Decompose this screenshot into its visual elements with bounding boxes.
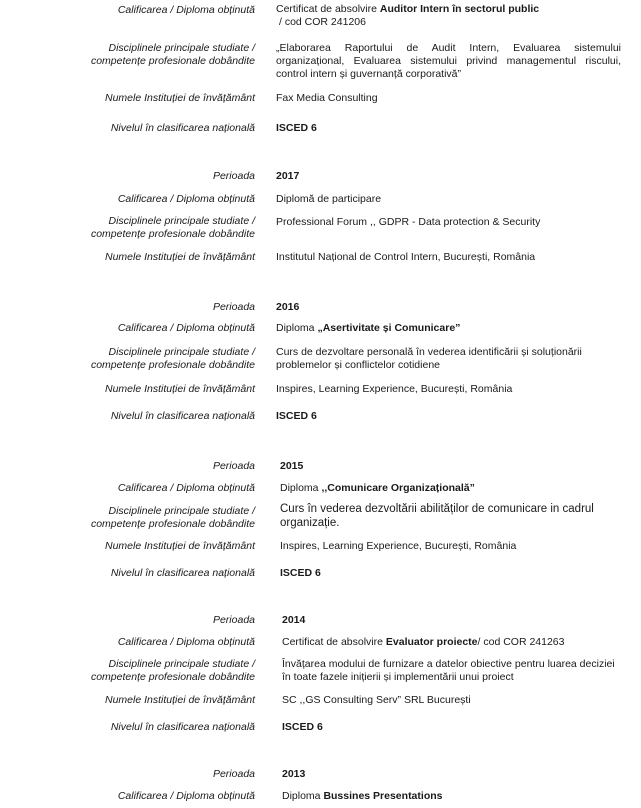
institutie-value: SC ,,GS Consulting Serv” SRL București (282, 694, 471, 706)
institutie-value: Inspires, Learning Experience, București, România (280, 540, 517, 552)
discipline-label-line1: Disciplinele principale studiate / (108, 346, 255, 358)
discipline-label (25, 346, 255, 372)
perioada-value: 2015 (280, 460, 304, 472)
calificare-value (282, 636, 627, 649)
calificare-text: Certificat de absolvire (276, 3, 380, 15)
calificare-text: Diploma (280, 482, 322, 494)
institutie-label: Numele Instituției de învățământ (105, 540, 255, 552)
calificare-text: Diploma (276, 322, 318, 334)
perioada-value: 2016 (276, 301, 300, 313)
calificare-text: Diploma (282, 790, 324, 802)
calificare-label: Calificarea / Diploma obținută (117, 482, 255, 494)
discipline-label-line2: competențe profesionale dobândite (90, 518, 255, 530)
perioada-value: 2013 (282, 768, 306, 780)
institutie-value: Institutul Național de Control Intern, București, România (276, 251, 536, 263)
nivel-label: Nivelul în clasificarea națională (110, 721, 255, 733)
discipline-value: Curs în vederea dezvoltării abilităților de comunicare in cadrul organizație. (280, 503, 594, 529)
calificare-label: Calificarea / Diploma obținută (117, 193, 255, 205)
nivel-value: ISCED 6 (276, 122, 317, 134)
discipline-label-line2: competențe profesionale dobândite (90, 359, 255, 371)
perioada-label: Perioada (212, 614, 255, 626)
perioada-label: Perioada (212, 460, 255, 472)
institutie-label: Numele Instituției de învățământ (105, 92, 255, 104)
institutie-value: Fax Media Consulting (276, 92, 378, 104)
perioada-value: 2017 (276, 170, 300, 182)
institutie-label: Numele Instituției de învățământ (105, 694, 255, 706)
calificare-value (276, 3, 621, 29)
discipline-label-line2: competențe profesionale dobândite (90, 55, 255, 67)
discipline-label-line1: Disciplinele principale studiate / (108, 42, 255, 54)
calificare-bold-text: „Asertivitate și Comunicare” (317, 322, 461, 334)
discipline-label-line1: Disciplinele principale studiate / (108, 215, 255, 227)
nivel-label: Nivelul în clasificarea națională (110, 410, 255, 422)
calificare-label: Calificarea / Diploma obținută (117, 636, 255, 648)
nivel-value: ISCED 6 (280, 567, 321, 579)
calificare-label: Calificarea / Diploma obținută (117, 4, 255, 16)
discipline-value: Curs de dezvoltare personală în vederea identificării și soluționării problemelor și conflictelor cotidiene (276, 346, 582, 371)
calificare-bold-text: ,,Comunicare Organizațională” (321, 482, 475, 494)
calificare-bold-text: Evaluator proiecte (385, 636, 478, 648)
discipline-value: „Elaborarea Raportului de Audit Intern, Evaluarea sistemului organizațional, Evaluarea sistemului privind managementul riscului, control intern și guvernanță corporativă” (276, 42, 621, 80)
nivel-value: ISCED 6 (282, 721, 323, 733)
discipline-value: Învățarea modului de furnizare a datelor obiective pentru luarea deciziei în toate fazele inițierii și implementării unui proiect (282, 658, 615, 683)
calificare-value: Diplomă de participare (276, 193, 382, 205)
calificare-value (282, 790, 627, 803)
discipline-value: Professional Forum ,, GDPR - Data protection & Security (276, 216, 541, 228)
calificare-code: / cod COR 241263 (477, 636, 565, 648)
calificare-value (280, 482, 625, 495)
discipline-label (25, 658, 255, 684)
calificare-bold-text: Auditor Intern în sectorul public (379, 3, 540, 15)
nivel-label: Nivelul în clasificarea națională (110, 567, 255, 579)
nivel-value: ISCED 6 (276, 410, 317, 422)
calificare-bold-text: Bussines Presentations (323, 790, 443, 802)
discipline-label (25, 505, 255, 531)
discipline-label-line1: Disciplinele principale studiate / (108, 658, 255, 670)
discipline-label-line2: competențe profesionale dobândite (90, 228, 255, 240)
discipline-label (25, 42, 255, 68)
calificare-text: Certificat de absolvire (282, 636, 386, 648)
institutie-label: Numele Instituției de învățământ (105, 383, 255, 395)
calificare-value (276, 322, 621, 335)
discipline-label-line1: Disciplinele principale studiate / (108, 505, 255, 517)
discipline-label-line2: competențe profesionale dobândite (90, 671, 255, 683)
nivel-label: Nivelul în clasificarea națională (110, 122, 255, 134)
perioada-label: Perioada (212, 768, 255, 780)
calificare-label: Calificarea / Diploma obținută (117, 790, 255, 802)
calificare-code: / cod COR 241206 (279, 16, 366, 28)
institutie-value: Inspires, Learning Experience, București, România (276, 383, 513, 395)
institutie-label: Numele Instituției de învățământ (105, 251, 255, 263)
perioada-value: 2014 (282, 614, 306, 626)
perioada-label: Perioada (212, 170, 255, 182)
perioada-label: Perioada (212, 301, 255, 313)
discipline-label (25, 215, 255, 241)
calificare-label: Calificarea / Diploma obținută (117, 322, 255, 334)
